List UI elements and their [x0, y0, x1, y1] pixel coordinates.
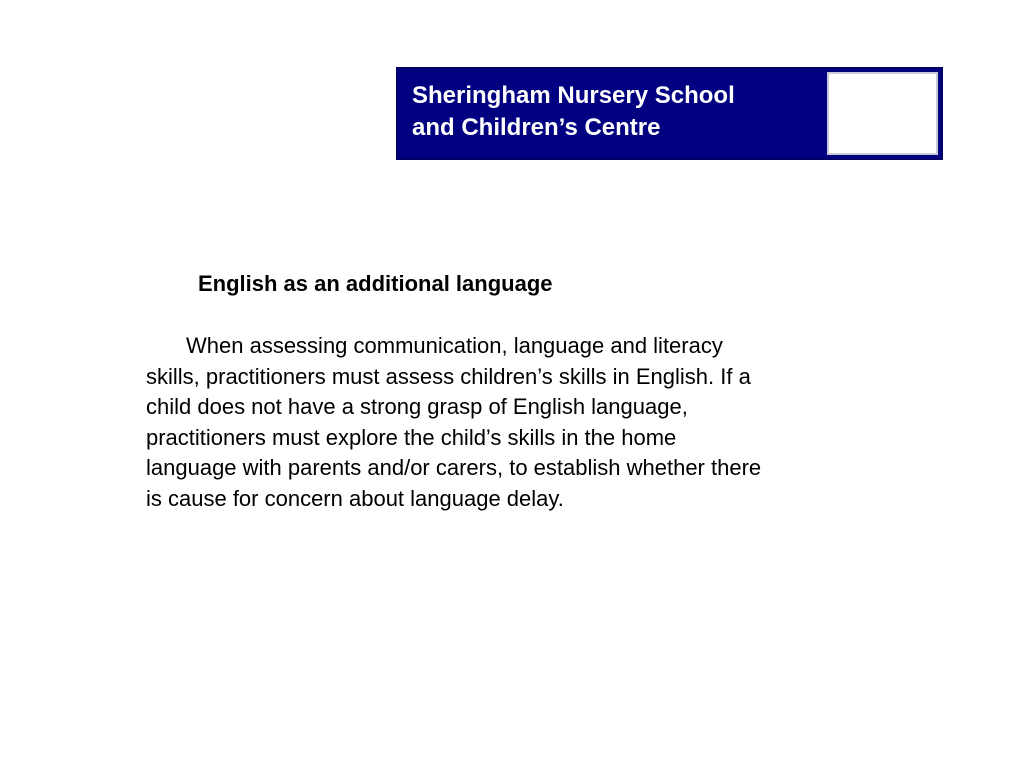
paragraph-line: When assessing communication, language and literacy: [186, 333, 723, 358]
school-name-line: Sheringham Nursery School: [412, 82, 735, 109]
school-name: [412, 80, 822, 144]
section-heading: English as an additional language: [198, 271, 553, 296]
school-banner: [396, 67, 943, 160]
paragraph-line: practitioners must explore the child’s skills in the home: [146, 424, 677, 450]
school-name-line: and Children’s Centre: [412, 114, 661, 141]
paragraph-line: is cause for concern about language delay.: [146, 485, 564, 511]
paragraph-line: language with parents and/or carers, to establish whether there: [146, 455, 762, 480]
logo-placeholder: [827, 72, 938, 155]
body-paragraph: [146, 331, 886, 514]
paragraph-line: child does not have a strong grasp of English language,: [146, 394, 688, 419]
paragraph-line: skills, practitioners must assess children’s skills in English. If a: [146, 363, 751, 389]
